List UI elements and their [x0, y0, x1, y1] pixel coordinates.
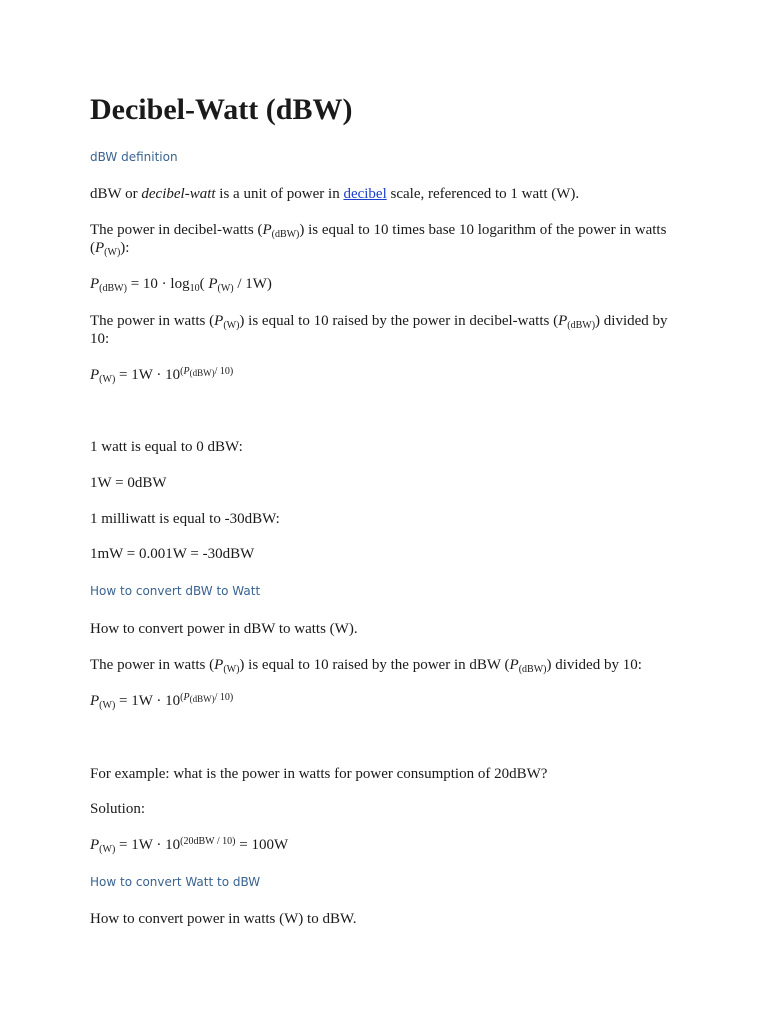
exponent-text: / 10) — [214, 366, 234, 377]
milliwatt-equal-text: 1 milliwatt is equal to -30dBW: — [90, 511, 280, 527]
text-run: ) divided by 10: — [546, 657, 642, 673]
dbw-explanation-paragraph — [90, 221, 680, 257]
watt-equal-text: 1 watt is equal to 0 dBW: — [90, 439, 243, 455]
subscript: (dBW) — [518, 664, 547, 675]
exponent — [180, 366, 233, 377]
power-symbol: P — [558, 313, 568, 329]
subscript: (W) — [99, 844, 116, 855]
text-run: dBW or — [90, 186, 142, 202]
formula-dbw-to-watt — [90, 692, 680, 710]
power-symbol: P — [183, 692, 190, 703]
power-symbol: P — [262, 222, 272, 238]
power-symbol: P — [509, 657, 519, 673]
subscript: (W) — [99, 700, 116, 711]
exponent: (20dBW / 10) — [180, 836, 236, 847]
text-run: is a unit of power in — [215, 186, 344, 202]
solution-label: Solution: — [90, 801, 146, 817]
power-symbol: P — [95, 240, 105, 256]
text-run: = 100W — [235, 837, 289, 853]
formula-watt — [90, 366, 680, 384]
text-run: = 1W · 10 — [115, 367, 181, 383]
subscript: (W) — [104, 247, 121, 258]
solution-formula — [90, 836, 680, 854]
exponent-text: ( — [180, 692, 184, 703]
formula-dbw — [90, 275, 680, 293]
section-heading-dbw-to-watt: How to convert dBW to Watt — [90, 584, 261, 598]
how-dbw-to-watt-text: How to convert power in dBW to watts (W). — [90, 621, 358, 637]
milliwatt-equal-formula: 1mW = 0.001W = -30dBW — [90, 546, 255, 562]
subscript: (W) — [223, 664, 240, 675]
power-symbol: P — [90, 276, 100, 292]
italic-term: decibel-watt — [141, 186, 216, 202]
power-symbol: P — [214, 313, 224, 329]
subscript: (W) — [99, 374, 116, 385]
text-run: = 1W · 10 — [115, 837, 181, 853]
text-run: ) divided by 10: — [90, 313, 668, 347]
decibel-link[interactable]: decibel — [343, 186, 387, 202]
text-run: ): — [120, 240, 130, 256]
subscript: 10 — [189, 283, 200, 294]
text-run: ( — [199, 276, 209, 292]
power-symbol: P — [90, 837, 100, 853]
text-run: / 1W) — [233, 276, 272, 292]
text-run: ) is equal to 10 raised by the power in dBW ( — [239, 657, 510, 673]
text-run: = 10 · log — [126, 276, 190, 292]
power-symbol: P — [90, 367, 100, 383]
power-symbol: P — [214, 657, 224, 673]
dbw-to-watt-explanation — [90, 656, 680, 674]
power-symbol: P — [90, 693, 100, 709]
subscript: (dBW) — [567, 320, 596, 331]
power-symbol: P — [183, 366, 190, 377]
exponent-text: / 10) — [214, 692, 234, 703]
text-run: ) is equal to 10 raised by the power in decibel-watts ( — [239, 313, 559, 329]
text-run: = 1W · 10 — [115, 693, 181, 709]
watt-explanation-paragraph — [90, 312, 680, 348]
text-run: The power in watts ( — [90, 657, 215, 673]
watt-equal-formula: 1W = 0dBW — [90, 475, 167, 491]
example-question: For example: what is the power in watts for power consumption of 20dBW? — [90, 766, 548, 782]
subscript: (W) — [223, 320, 240, 331]
definition-paragraph — [90, 185, 680, 203]
text-run: ) is equal to 10 times base 10 logarithm of the power in watts ( — [90, 222, 667, 256]
subscript: (dBW) — [271, 229, 300, 240]
exponent-text: ( — [180, 366, 184, 377]
subscript: (dBW) — [189, 694, 215, 704]
page-title: Decibel-Watt (dBW) — [90, 93, 353, 126]
subscript: (dBW) — [189, 368, 215, 378]
text-run: scale, referenced to 1 watt (W). — [386, 186, 580, 202]
section-heading-definition: dBW definition — [90, 150, 178, 164]
text-run: The power in watts ( — [90, 313, 215, 329]
text-run: The power in decibel-watts ( — [90, 222, 263, 238]
subscript: (W) — [217, 283, 234, 294]
power-symbol: P — [208, 276, 218, 292]
subscript: (dBW) — [99, 283, 127, 294]
section-heading-watt-to-dbw: How to convert Watt to dBW — [90, 875, 261, 889]
how-watt-to-dbw-text: How to convert power in watts (W) to dBW. — [90, 911, 357, 927]
exponent — [180, 692, 233, 703]
